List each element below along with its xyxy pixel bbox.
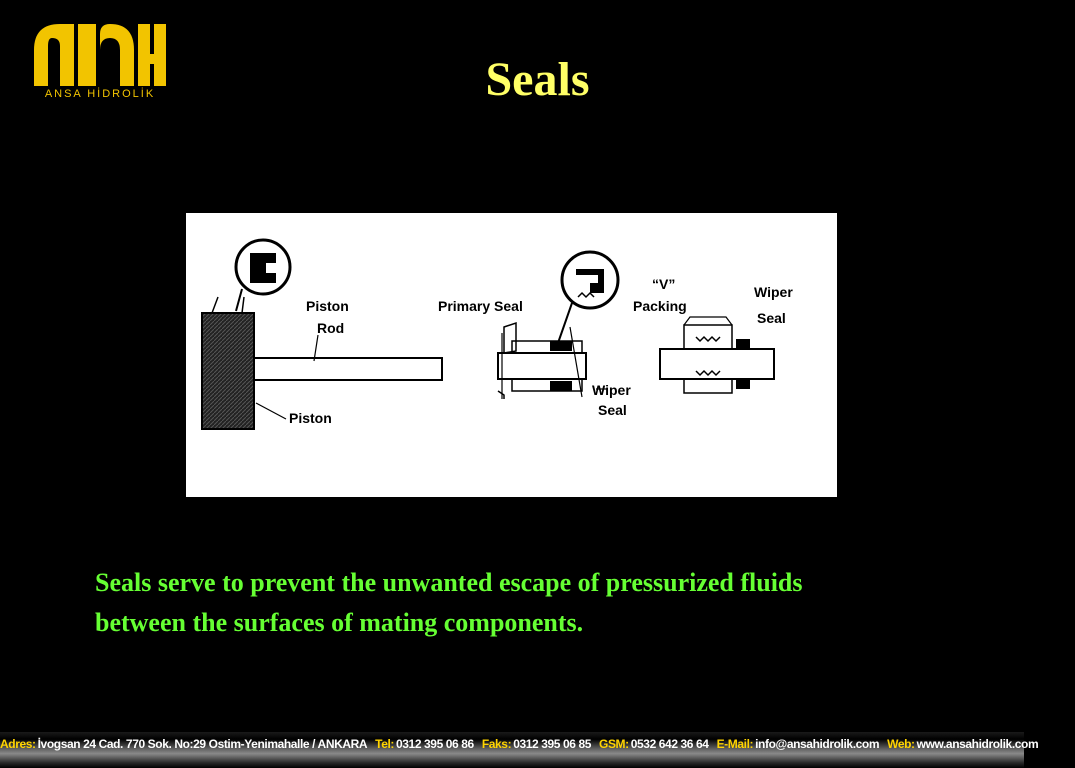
label-primary-seal: Primary Seal — [438, 298, 523, 314]
seal-detail-circle-2 — [558, 252, 618, 343]
footer-fax-key: Faks: — [481, 737, 512, 751]
label-piston-rod-2: Rod — [317, 320, 345, 336]
footer-gsm: 0532 642 36 64 — [630, 737, 709, 751]
label-wiper-seal-a-2: Seal — [757, 310, 786, 326]
slide-title: Seals — [485, 53, 590, 106]
footer-email[interactable]: info@ansahidrolik.com — [755, 737, 880, 751]
label-wiper-seal-a-1: Wiper — [754, 284, 793, 300]
footer-email-key: E-Mail: — [716, 737, 754, 751]
label-piston-rod-1: Piston — [306, 298, 349, 314]
label-wiper-seal-b-2: Seal — [598, 402, 627, 418]
footer-address-key: Adres: — [0, 737, 36, 751]
footer-tel-key: Tel: — [375, 737, 394, 751]
label-v-packing-1: “V” — [652, 276, 676, 292]
v-packing-assembly — [660, 317, 774, 393]
seals-diagram — [186, 213, 837, 497]
footer-fax: 0312 395 06 85 — [513, 737, 592, 751]
piston-rod — [254, 358, 442, 380]
logo-text: ANSA HİDROLİK — [44, 88, 156, 100]
caption-text: Seals serve to prevent the unwanted escape of pressurized fluids between the surfaces of mating components. — [95, 568, 803, 637]
footer-gsm-key: GSM: — [599, 737, 629, 751]
primary-seal-assembly — [498, 323, 586, 399]
label-v-packing-2: Packing — [633, 298, 687, 314]
footer-tel: 0312 395 06 86 — [396, 737, 474, 751]
piston-block — [202, 297, 254, 429]
label-wiper-seal-b-1: Wiper — [592, 382, 631, 398]
contact-line — [0, 737, 1039, 751]
footer-web-key: Web: — [887, 737, 915, 751]
label-piston: Piston — [289, 410, 332, 426]
contact-footer — [0, 732, 1039, 768]
footer-address: İvogsan 24 Cad. 770 Sok. No:29 Ostim-Yenimahalle / ANKARA — [37, 737, 368, 751]
footer-web[interactable]: www.ansahidrolik.com — [916, 737, 1039, 751]
